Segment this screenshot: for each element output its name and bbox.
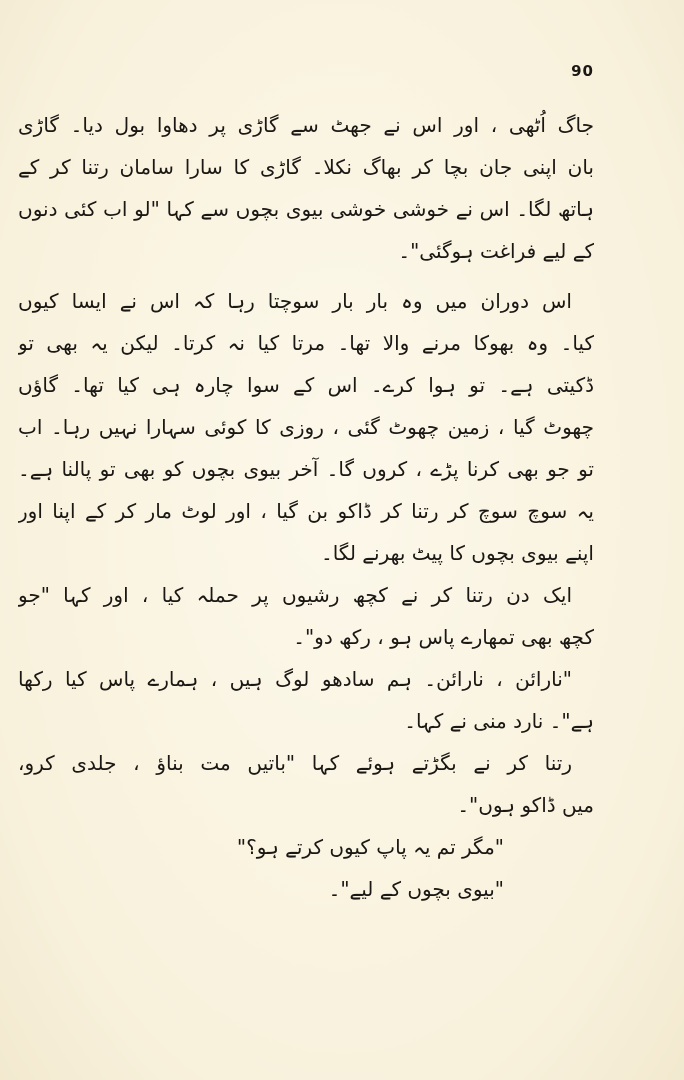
text-line: "بیوی بچوں کے لیے"۔ (328, 877, 504, 901)
text-line: کے لیے فراغت ہوگئی"۔ (398, 239, 594, 263)
text-line: "نارائن ، نارائن۔ ہم سادھو لوگ ہیں ، ہمارے پاس کیا رکھا (18, 667, 572, 691)
text-line: ڈکیتی ہے۔ تو ہوا کرے۔ اس کے سوا چارہ ہی کیا تھا۔ گاؤں (18, 373, 594, 397)
text-line: تو جو بھی کرنا پڑے ، کروں گا۔ آخر بیوی بچوں کو بھی تو پالنا ہے۔ (18, 457, 594, 481)
text-line: کچھ بھی تمھارے پاس ہو ، رکھ دو"۔ (293, 625, 594, 649)
text-line: کیا۔ وہ بھوکا مرنے والا تھا۔ مرتا کیا نہ کرتا۔ لیکن یہ بھی تو (18, 331, 594, 355)
text-line: جاگ اُٹھی ، اور اس نے جھٹ سے گاڑی پر دھاوا بول دیا۔ گاڑی (18, 113, 594, 137)
text-line: "مگر تم یہ پاپ کیوں کرتے ہو؟" (236, 835, 504, 859)
text-line: اپنے بیوی بچوں کا پیٹ بھرنے لگا۔ (320, 541, 594, 565)
text-line: اس دوران میں وہ بار بار سوچتا رہا کہ اس نے ایسا کیوں (18, 289, 572, 313)
text-line: ایک دن رتنا کر نے کچھ رشیوں پر حملہ کیا ، اور کہا "جو (18, 583, 572, 607)
text-line: رتنا کر نے بگڑتے ہوئے کہا "باتیں مت بناؤ ، جلدی کرو، (18, 751, 572, 775)
body-text (18, 104, 594, 910)
text-line: چھوٹ گیا ، زمین چھوٹ گئی ، روزی کا کوئی سہارا نہیں رہا۔ اب (18, 415, 594, 439)
text-line: میں ڈاکو ہوں"۔ (457, 793, 594, 817)
page-number: 90 (571, 62, 594, 80)
text-line: یہ سوچ سوچ کر رتنا کر ڈاکو بن گیا ، اور لوٹ مار کر کے اپنا اور (18, 499, 594, 523)
text-line: ہاتھ لگا۔ اس نے خوشی خوشی بیوی بچوں سے کہا "لو اب کئی دنوں (18, 197, 594, 221)
text-line: بان اپنی جان بچا کر بھاگ نکلا۔ گاڑی کا سارا سامان رتنا کر کے (18, 155, 594, 179)
text-line: ہے"۔ نارد منی نے کہا۔ (404, 709, 594, 733)
